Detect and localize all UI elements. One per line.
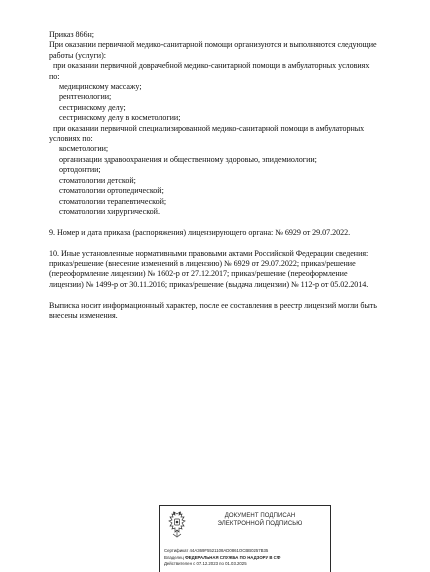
signature-title-line1: ДОКУМЕНТ ПОДПИСАН <box>224 513 296 519</box>
document-line: внесены изменения. <box>49 310 118 320</box>
document-line: стоматологии детской; <box>59 175 136 185</box>
document-line: медицинскому массажу; <box>59 82 142 92</box>
owner-name: ФЕДЕРАЛЬНАЯ СЛУЖБА ПО НАДЗОРУ В СФ <box>185 554 281 560</box>
document-line: Приказ 866н; <box>49 30 94 39</box>
document-line: сестринскому делу; <box>59 102 126 112</box>
signature-details <box>164 548 331 568</box>
document-line: косметологии; <box>59 144 109 154</box>
document-line: организации здравоохранения и общественному здоровью, эпидемиологии; <box>59 154 317 164</box>
document-line: стоматологии терапевтической; <box>59 196 167 206</box>
owner-row <box>164 555 331 562</box>
paragraph-gap <box>49 217 409 227</box>
document-body <box>49 30 409 321</box>
signature-title <box>190 512 330 528</box>
document-line: сестринскому делу в косметологии; <box>59 113 181 123</box>
document-line: стоматологии ортопедической; <box>59 186 164 196</box>
paragraph-gap <box>49 290 409 300</box>
certificate-label: Сертификат <box>164 548 189 553</box>
electronic-signature-stamp <box>159 505 331 572</box>
signature-title-line2: ЭЛЕКТРОННОЙ ПОДПИСЬЮ <box>217 521 303 527</box>
document-line: стоматологии хирургической. <box>59 206 160 216</box>
document-line: по: <box>49 71 60 81</box>
certificate-row <box>164 548 331 555</box>
document-line: Выписка носит информационный характер, после ее составления в реестр лицензий могли быть <box>49 300 377 310</box>
document-line: при оказании первичной специализированной медико-санитарной помощи в амбулаторных <box>53 123 365 133</box>
paragraph-gap <box>49 238 409 248</box>
certificate-number: 44A369F5521108AD0861ОCBB0257B35 <box>189 548 269 553</box>
document-line: При оказании первичной медико-санитарной помощи организуются и выполняются следующие <box>49 40 377 50</box>
document-line: 10. Иные установленные нормативными правовыми актами Российской Федерации сведения: <box>49 248 369 258</box>
document-line: работы (услуги): <box>49 50 106 60</box>
coat-of-arms-icon <box>164 510 190 540</box>
document-line: ортодонтии; <box>59 165 101 175</box>
document-line: приказ/решение (внесение изменений в лицензию) № 6929 от 29.07.2022; приказ/решение <box>49 258 356 268</box>
document-line: 9. Номер и дата приказа (распоряжения) лицензирующего органа: № 6929 от 29.07.2022. <box>49 227 351 237</box>
document-line: (переоформление лицензии) № 1602-р от 27.12.2017; приказ/решение (переоформление <box>49 269 348 279</box>
document-line: рентгенологии; <box>59 92 112 102</box>
owner-label: Владелец <box>164 554 184 560</box>
validity-row: Действителен с 07.12.2023 по 01.03.2025 <box>164 561 247 567</box>
document-line: условиях по: <box>49 134 93 144</box>
document-line: лицензии) № 1499-р от 30.11.2016; приказ/решение (выдача лицензии) № 112-р от 05.02.2014. <box>49 279 369 289</box>
document-line: при оказании первичной доврачебной медико-санитарной помощи в амбулаторных условиях <box>53 61 370 71</box>
